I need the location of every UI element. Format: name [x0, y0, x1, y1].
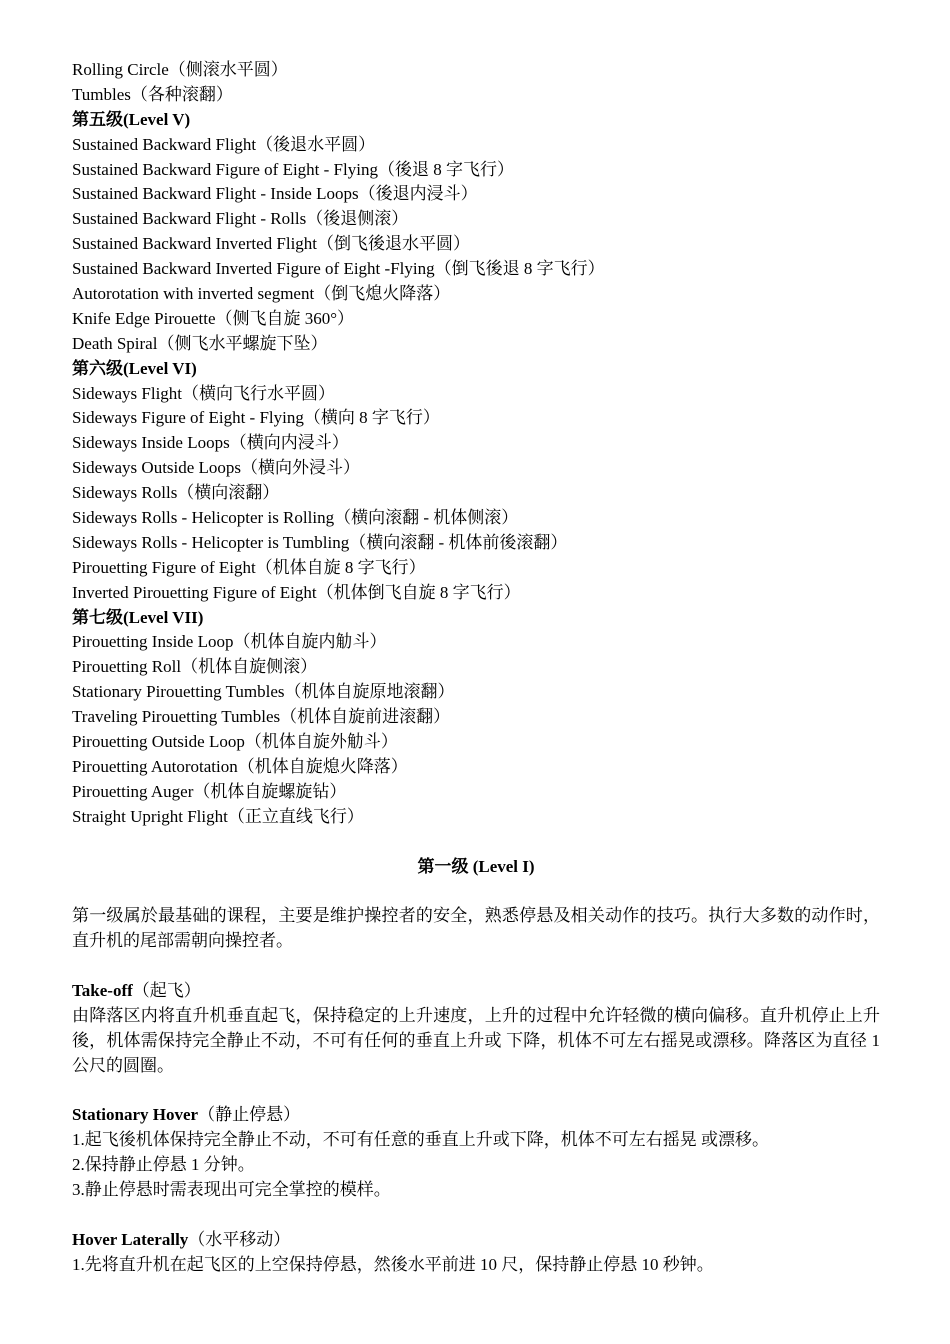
list-item: Autorotation with inverted segment（倒飞熄火降落）	[72, 284, 451, 304]
spacer	[72, 1079, 880, 1104]
list-item: Sustained Backward Inverted Flight（倒飞後退水平圆）	[72, 234, 471, 254]
section-intro: 第一级属於最基础的课程，主要是维护操控者的安全，熟悉停悬及相关动作的技巧。执行大多数的动作时，直升机的尾部需朝向操控者。	[72, 906, 880, 951]
section-title: 第一级 (Level I)	[417, 856, 535, 876]
list-item: Sustained Backward Figure of Eight - Flying（後退 8 字飞行）	[72, 159, 514, 179]
list-item: 3.静止停悬时需表现出可完全掌控的模样。	[72, 1180, 391, 1200]
spacer	[72, 954, 880, 979]
stationary-hover-title-cn: （静止停悬）	[198, 1105, 301, 1125]
list-item: Inverted Pirouetting Figure of Eight（机体倒飞自旋 8 字飞行）	[72, 582, 521, 602]
maneuver-list	[72, 58, 880, 830]
takeoff-heading	[72, 979, 880, 1004]
hover-laterally-title: Hover Laterally	[72, 1229, 189, 1249]
list-item: 2.保持静止停悬 1 分钟。	[72, 1155, 255, 1175]
list-item: Pirouetting Roll（机体自旋侧滚）	[72, 657, 318, 677]
list-item: Knife Edge Pirouette（侧飞自旋 360°）	[72, 308, 355, 328]
list-item: Pirouetting Figure of Eight（机体自旋 8 字飞行）	[72, 557, 426, 577]
list-item: Pirouetting Inside Loop（机体自旋内觔斗）	[72, 632, 387, 652]
list-item: Pirouetting Autorotation（机体自旋熄火降落）	[72, 756, 408, 776]
list-item: Sideways Outside Loops（横向外浸斗）	[72, 458, 361, 478]
list-item: Sideways Rolls - Helicopter is Tumbling（横向滚翻 - 机体前後滚翻）	[72, 532, 568, 552]
list-item: Sideways Rolls（横向滚翻）	[72, 483, 280, 503]
list-item: 1.先将直升机在起飞区的上空保持停悬，然後水平前进 10 尺，保持静止停悬 10 秒钟。	[72, 1254, 714, 1274]
stationary-hover-heading	[72, 1103, 880, 1128]
list-item: Pirouetting Outside Loop（机体自旋外觔斗）	[72, 732, 398, 752]
takeoff-title-cn: （起飞）	[132, 980, 201, 1000]
list-item: Sideways Rolls - Helicopter is Rolling（横向滚翻 - 机体侧滚）	[72, 508, 519, 528]
spacer	[72, 879, 880, 904]
list-item: Sustained Backward Flight - Rolls（後退侧滚）	[72, 209, 409, 229]
spacer	[72, 830, 880, 855]
list-item: 1.起飞後机体保持完全静止不动，不可有任意的垂直上升或下降，机体不可左右摇晃 或漂移。	[72, 1130, 769, 1150]
list-item: Death Spiral（侧飞水平螺旋下坠）	[72, 333, 328, 353]
list-item: Sideways Inside Loops（横向内浸斗）	[72, 433, 349, 453]
takeoff-title: Take-off	[72, 980, 133, 1000]
list-item: Traveling Pirouetting Tumbles（机体自旋前进滚翻）	[72, 707, 451, 727]
document-page	[72, 58, 880, 1278]
list-item: Sustained Backward Flight（後退水平圆）	[72, 134, 376, 154]
list-item: Sustained Backward Flight - Inside Loops（後退内浸斗）	[72, 184, 478, 204]
hover-laterally-heading	[72, 1228, 880, 1253]
level-vii-heading: 第七级(Level VII)	[72, 607, 204, 627]
level-v-heading: 第五级(Level V)	[72, 109, 191, 129]
hover-laterally-title-cn: （水平移动）	[188, 1229, 291, 1249]
takeoff-body: 由降落区内将直升机垂直起飞，保持稳定的上升速度，上升的过程中允许轻微的横向偏移。直升机停止上升後，机体需保持完全静止不动，不可有任何的垂直上升或 下降，机体不可左右摇晃或漂移。降落区为直径 1 公尺的圆圈。	[72, 1005, 880, 1075]
stationary-hover-title: Stationary Hover	[72, 1105, 199, 1125]
list-item: Tumbles（各种滚翻）	[72, 84, 233, 104]
list-item: Straight Upright Flight（正立直线飞行）	[72, 806, 364, 826]
list-item: Sideways Figure of Eight - Flying（横向 8 字飞行）	[72, 408, 440, 428]
list-item: Rolling Circle（侧滚水平圆）	[72, 60, 288, 79]
list-item: Sustained Backward Inverted Figure of Eight -Flying（倒飞後退 8 字飞行）	[72, 259, 605, 279]
list-item: Sideways Flight（横向飞行水平圆）	[72, 383, 336, 403]
list-item: Stationary Pirouetting Tumbles（机体自旋原地滚翻）	[72, 682, 455, 702]
level-vi-heading: 第六级(Level VI)	[72, 358, 197, 378]
list-item: Pirouetting Auger（机体自旋螺旋钻）	[72, 781, 347, 801]
spacer	[72, 1203, 880, 1228]
